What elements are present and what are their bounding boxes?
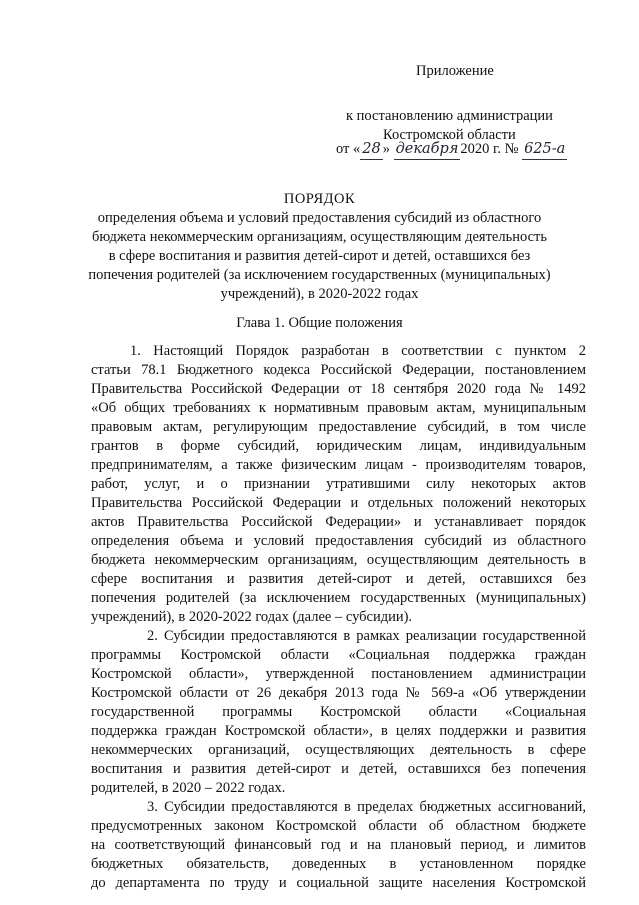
date-prefix: от «	[336, 141, 361, 157]
paragraph-line: воспитания и развития детей-сирот и детей, оставшихся без попечения	[91, 761, 586, 777]
document-title: ПОРЯДОК	[283, 191, 356, 207]
handwritten-number: 625-а	[522, 140, 567, 160]
appendix-title: Приложение	[416, 63, 494, 79]
date-year: 2020 г. №	[460, 141, 519, 157]
paragraph-line: до департамента по труду и социальной защите населения Костромской	[91, 875, 586, 891]
paragraph-line: актов Правительства Российской Федерации» и устанавливает порядок	[91, 514, 586, 530]
paragraph-line: бюджета некоммерческим организациям, осуществляющим деятельность в	[91, 552, 586, 568]
paragraph-line: некоммерческих организаций, осуществляющих деятельность в сфере	[91, 742, 586, 758]
paragraph-line: Правительства Российской Федерации от 18 сентября 2020 года № 1492	[91, 381, 586, 397]
subtitle-line: попечения родителей (за исключением государственных (муниципальных)	[88, 267, 551, 283]
date-quote-close: »	[382, 141, 390, 157]
appendix-line-region: Костромской области	[383, 127, 516, 143]
paragraph-line: 1. Настоящий Порядок разработан в соответствии с пунктом 2	[130, 343, 586, 359]
paragraph-line: поддержка граждан Костромской области», в целях поддержки и развития	[91, 723, 586, 739]
paragraph-line: программы Костромской области «Социальная поддержка граждан	[91, 647, 586, 663]
handwritten-month: декабря	[394, 140, 461, 160]
subtitle-line: в сфере воспитания и развития детей-сирот и детей, оставшихся без	[108, 248, 531, 264]
paragraph-line: попечения родителей (за исключением государственных (муниципальных)	[91, 590, 586, 606]
subtitle-line: учреждений), в 2020-2022 годах	[220, 286, 419, 302]
paragraph-line: на соответствующий финансовый год и на плановый период, и лимитов	[91, 837, 586, 853]
paragraph-line: грантов в форме субсидий, юридическим лицам, индивидуальным	[91, 438, 586, 454]
paragraph-line: Костромской области от 26 декабря 2013 года № 569-а «Об утверждении	[91, 685, 586, 701]
paragraph-line: государственной программы Костромской области «Социальная	[91, 704, 586, 720]
paragraph-line: Костромской области», утвержденной постановлением администрации	[91, 666, 586, 682]
appendix-date-number	[336, 140, 567, 160]
paragraph-line: правовым актам, регулирующим предоставление субсидий, в том числе	[91, 419, 586, 435]
subtitle-line: определения объема и условий предоставления субсидий из областного	[97, 210, 542, 226]
paragraph-line: 2. Субсидии предоставляются в рамках реализации государственной	[147, 628, 586, 644]
paragraph-line: статьи 78.1 Бюджетного кодекса Российской Федерации, постановлением	[91, 362, 586, 378]
paragraph-line: 3. Субсидии предоставляются в пределах бюджетных ассигнований,	[147, 799, 586, 815]
subtitle-line: бюджета некоммерческим организациям, осуществляющим деятельность	[92, 229, 547, 245]
paragraph-line: работ, услуг, и о признании утратившими силу некоторых актов	[91, 476, 586, 492]
paragraph-line: учреждений), в 2020-2022 годах (далее – субсидии).	[91, 609, 413, 625]
paragraph-line: сфере воспитания и развития детей-сирот и детей, оставшихся без	[91, 571, 586, 587]
handwritten-day: 28	[360, 140, 382, 160]
appendix-line-resolution: к постановлению администрации	[346, 108, 553, 124]
paragraph-line: родителей, в 2020 – 2022 годах.	[91, 780, 286, 796]
paragraph-line: Правительства Российской Федерации и отдельных положений некоторых	[91, 495, 586, 511]
paragraph-line: предусмотренных законом Костромской области об областном бюджете	[91, 818, 586, 834]
chapter-heading: Глава 1. Общие положения	[236, 315, 403, 331]
paragraph-line: «Об общих требованиях к нормативным правовым актам, муниципальным	[91, 400, 586, 416]
paragraph-line: определения объема и условий предоставления субсидий из областного	[91, 533, 586, 549]
paragraph-line: предпринимателям, а также физическим лицам - производителям товаров,	[91, 457, 586, 473]
paragraph-line: бюджетных обязательств, доведенных в установленном порядке	[91, 856, 586, 872]
